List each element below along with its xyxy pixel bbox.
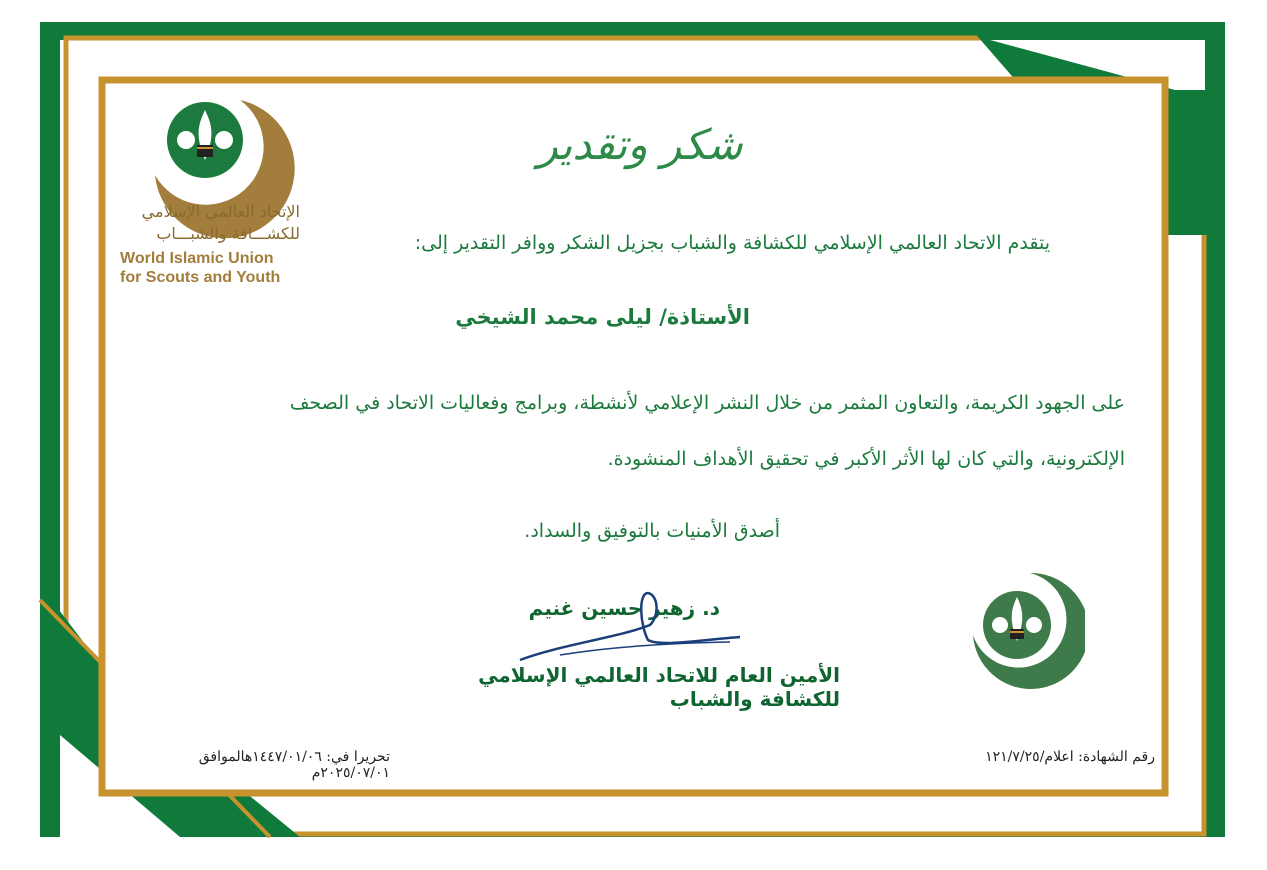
emblem-crescent-icon: [955, 565, 1085, 695]
body-text-line2: الإلكترونية، والتي كان لها الأثر الأكبر في تحقيق الأهداف المنشودة.: [607, 448, 1125, 470]
issue-date: تحريرا في: ١٤٤٧/٠١/٠٦هالموافق ٢٠٢٥/٠٧/٠١م: [198, 749, 390, 781]
recipient-name: الأستاذة/ ليلى محمد الشيخي: [455, 305, 750, 329]
signatory-name: د. زهير حسين غنيم: [528, 596, 720, 620]
certificate-heading: شكر وتقدير: [537, 120, 743, 169]
logo-english-name-line2: for Scouts and Youth: [120, 269, 281, 286]
logo-english-name-line1: World Islamic Union: [120, 250, 274, 267]
logo-arabic-name-line1: الإتحاد العالمي الإسلامي: [141, 202, 300, 221]
body-text-line1: على الجهود الكريمة، والتعاون المثمر من خلال النشر الإعلامي لأنشطة، وبرامج وفعاليات الاتحاد في الصحف: [289, 392, 1125, 414]
certificate-number: رقم الشهادة: اعلام/١٢١/٧/٢٥: [985, 749, 1155, 765]
signatory-title: الأمين العام للاتحاد العالمي الإسلامي للكشافة والشباب: [478, 663, 840, 711]
intro-text: يتقدم الاتحاد العالمي الإسلامي للكشافة والشباب بجزيل الشكر ووافر التقدير إلى:: [414, 232, 1050, 254]
logo-arabic-name-line2: للكشـــافة والشبـــاب: [156, 224, 300, 243]
signature-flourish: [500, 585, 760, 675]
closing-text: أصدق الأمنيات بالتوفيق والسداد.: [524, 520, 780, 542]
